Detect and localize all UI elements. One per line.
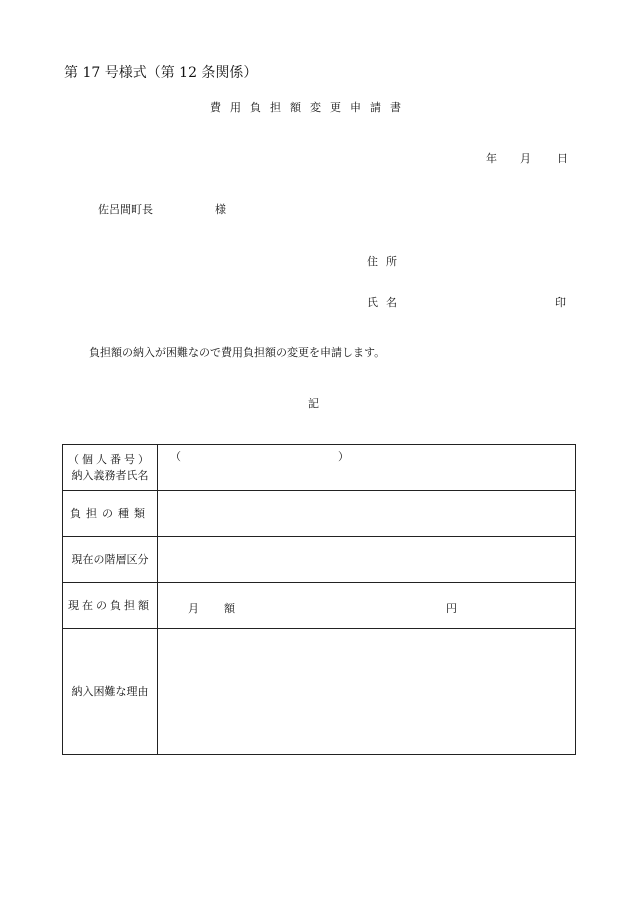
document-title: 費用負担額変更申請書 — [210, 101, 410, 114]
table-row — [63, 491, 576, 537]
paren-close: ） — [338, 450, 349, 463]
paren-open: （ — [170, 450, 181, 463]
monthly-label: 月 — [188, 602, 199, 615]
reason-label-cell — [63, 629, 158, 755]
difficulty-reason-field[interactable] — [158, 629, 576, 755]
table-row — [63, 583, 576, 629]
form-number: 第 17 号様式（第 12 条関係） — [64, 65, 258, 81]
obligor-name-field[interactable] — [158, 445, 576, 491]
current-burden-field[interactable] — [158, 583, 576, 629]
current-tier-field[interactable] — [158, 537, 576, 583]
name-label: 氏名 — [367, 296, 405, 309]
current-burden-label-cell — [63, 583, 158, 629]
yen-unit: 円 — [446, 602, 457, 615]
date-month-label: 月 — [520, 152, 531, 165]
current-burden-label: 現在の負担額 — [68, 598, 152, 612]
application-table — [62, 444, 576, 755]
current-tier-label: 現在の階層区分 — [71, 552, 149, 566]
obligor-name-label: 納入義務者氏名 — [71, 468, 149, 482]
tier-label-cell — [63, 537, 158, 583]
burden-type-label: 負担の種類 — [70, 506, 150, 520]
date-line — [486, 153, 568, 164]
honorific: 様 — [215, 203, 226, 216]
table-row — [63, 445, 576, 491]
seal-mark: 印 — [555, 296, 566, 309]
ki-heading: 記 — [308, 397, 319, 410]
table-row — [63, 537, 576, 583]
request-statement: 負担額の納入が困難なので費用負担額の変更を申請します。 — [89, 346, 386, 359]
burden-type-field[interactable] — [158, 491, 576, 537]
amount-label: 額 — [224, 602, 235, 615]
burden-type-label-cell — [63, 491, 158, 537]
date-day-label: 日 — [557, 152, 568, 165]
addressee: 佐呂間町長 — [98, 203, 153, 216]
table-row — [63, 629, 576, 755]
difficulty-reason-label: 納入困難な理由 — [71, 684, 149, 698]
address-label: 住所 — [367, 255, 405, 268]
date-year-label: 年 — [486, 152, 497, 165]
obligor-name-label-cell — [63, 445, 158, 491]
individual-number-label: （個人番号） — [68, 452, 152, 466]
